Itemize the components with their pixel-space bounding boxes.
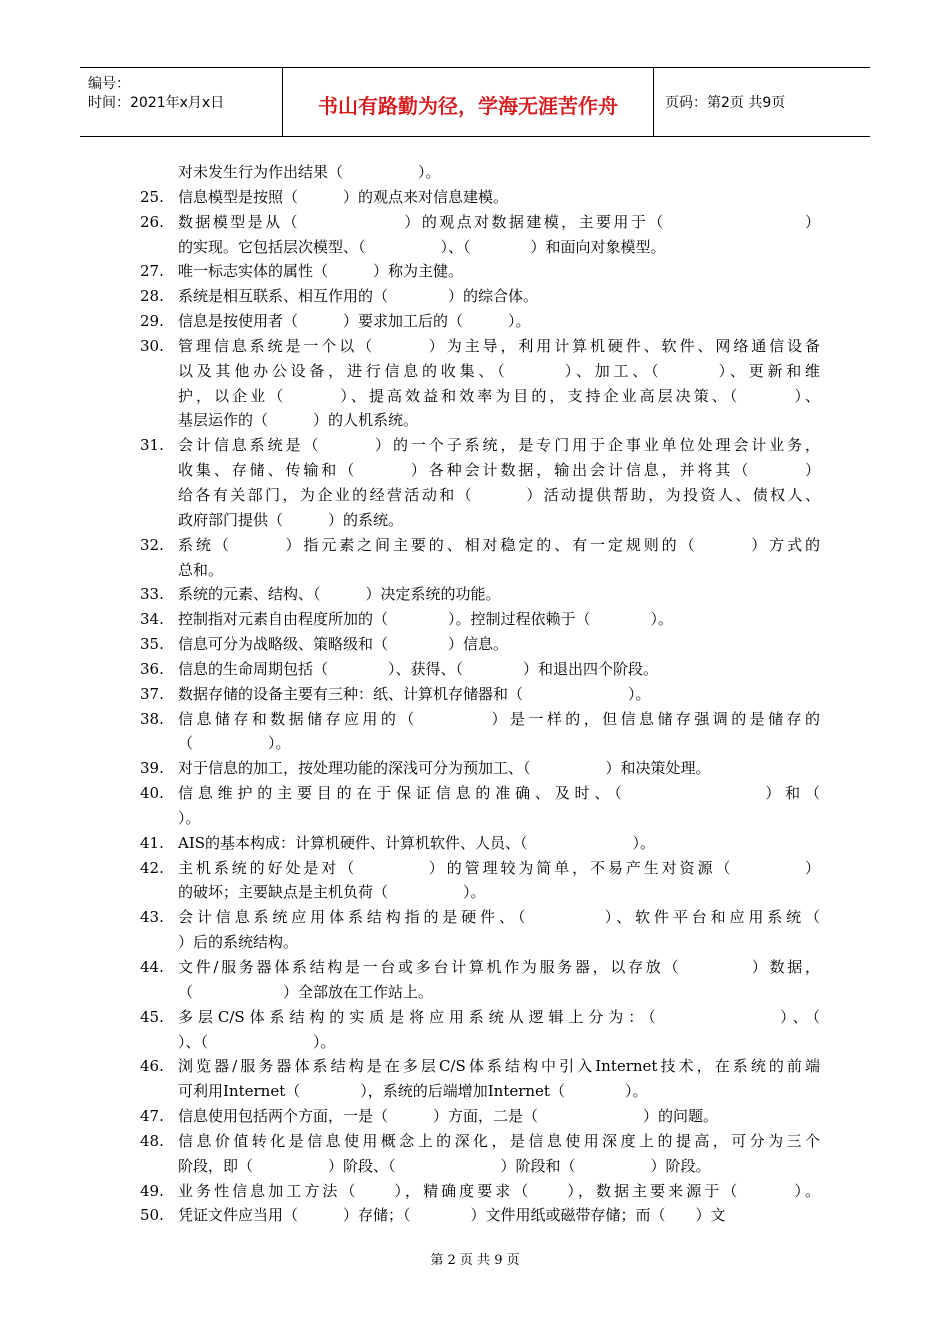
question-text: 的实现。它包括层次模型、（ ）、（ ）和面向对象模型。: [178, 237, 666, 256]
question-line: [140, 856, 820, 881]
question-list: [140, 160, 820, 1228]
question-line: [140, 731, 820, 756]
question-number: 50.: [140, 1206, 164, 1225]
question-text: 信息储存和数据储存应用的（ ）是一样的，但信息储存强调的是储存的: [178, 709, 820, 728]
question-line: [140, 185, 820, 210]
question-text: 信息价值转化是信息使用概念上的深化，是信息使用深度上的提高，可分为三个: [178, 1131, 820, 1150]
question-text: 系统是相互联系、相互作用的（ ）的综合体。: [178, 287, 539, 306]
question-text: AIS的基本构成：计算机硬件、计算机软件、人员、（ ）。: [178, 833, 656, 852]
question-number: 48.: [140, 1131, 164, 1150]
question-text: 系统（ ）指元素之间主要的、相对稳定的、有一定规则的（ ）方式的: [178, 535, 820, 554]
page-header: [80, 67, 870, 137]
question-line: [140, 558, 820, 583]
question-text: 护，以企业（ ）、提高效益和效率为目的，支持企业高层决策、（ ）、: [178, 386, 820, 405]
question-text: 基层运作的（ ）的人机系统。: [178, 411, 419, 430]
question-line: [140, 1179, 820, 1204]
question-text: 信息维护的主要目的在于保证信息的准确、及时、（ ）和（: [178, 784, 820, 803]
question-text: 给各有关部门，为企业的经营活动和（ ）活动提供帮助，为投资人、债权人、: [178, 485, 820, 504]
question-line: [140, 408, 820, 433]
question-line: [140, 483, 820, 508]
question-number: 31.: [140, 436, 164, 455]
question-text: 收集、存储、传输和（ ）各种会计数据，输出会计信息，并将其（ ）: [178, 461, 820, 480]
question-line: [140, 284, 820, 309]
question-line: [140, 632, 820, 657]
question-line: [140, 1129, 820, 1154]
question-line: [140, 458, 820, 483]
question-text: 浏览器/服务器体系结构是在多层C/S体系结构中引入Internet技术，在系统的前端: [178, 1057, 820, 1076]
question-number: 34.: [140, 610, 164, 629]
question-number: 46.: [140, 1057, 164, 1076]
question-number: 36.: [140, 659, 164, 678]
question-line: [140, 235, 820, 260]
question-number: 28.: [140, 287, 164, 306]
code-label: 编号：: [88, 76, 130, 92]
question-line: [140, 880, 820, 905]
question-text: 信息的生命周期包括（ ）、获得、（ ）和退出四个阶段。: [178, 659, 659, 678]
question-line: [140, 1005, 820, 1030]
question-line: [140, 682, 820, 707]
question-line: [140, 980, 820, 1005]
question-line: [140, 1030, 820, 1055]
question-number: 37.: [140, 684, 164, 703]
question-text: 政府部门提供（ ）的系统。: [178, 510, 404, 529]
question-text: 会计信息系统是（ ）的一个子系统，是专门用于企事业单位处理会计业务，: [178, 436, 820, 455]
question-line: [140, 259, 820, 284]
question-line: [140, 384, 820, 409]
question-text: 对未发生行为作出结果（ ）。: [178, 163, 441, 181]
question-line: [140, 955, 820, 980]
question-line: [140, 707, 820, 732]
question-text: 多层C/S体系结构的实质是将应用系统从逻辑上分为：（ ）、（: [178, 1007, 820, 1026]
question-number: 38.: [140, 709, 164, 728]
page-number-label: 页码：第2页 共9页: [665, 95, 786, 111]
header-meta-cell: [80, 68, 283, 136]
question-number: 32.: [140, 535, 164, 554]
question-text: 文件/服务器体系结构是一台或多台计算机作为服务器，以存放（ ）数据，: [178, 958, 820, 976]
question-line: [140, 831, 820, 856]
question-text: 数据存储的设备主要有三种：纸、计算机存储器和（ ）。: [178, 684, 651, 703]
question-text: 管理信息系统是一个以（ ）为主导，利用计算机硬件、软件、网络通信设备: [178, 336, 820, 355]
question-line: [140, 781, 820, 806]
question-line: [140, 309, 820, 334]
question-text: 数据模型是从（ ）的观点对数据建模，主要用于（ ）: [178, 212, 820, 231]
question-line: [140, 1104, 820, 1129]
question-line: [140, 433, 820, 458]
question-text: 总和。: [178, 560, 224, 579]
question-number: 47.: [140, 1107, 164, 1126]
question-text: 信息是按使用者（ ）要求加工后的（ ）。: [178, 312, 531, 331]
question-number: 44.: [140, 958, 164, 976]
question-number: 35.: [140, 635, 164, 654]
question-number: 43.: [140, 908, 164, 927]
question-line: [140, 508, 820, 533]
question-number: 49.: [140, 1181, 164, 1200]
question-line: [140, 582, 820, 607]
question-number: 27.: [140, 262, 164, 281]
question-text: （ ）。: [178, 734, 291, 753]
question-number: 39.: [140, 759, 164, 778]
question-line: [140, 533, 820, 558]
question-line: [140, 160, 820, 185]
question-line: [140, 756, 820, 781]
question-line: [140, 930, 820, 955]
date-label: 时间：2021年x月x日: [88, 95, 225, 111]
question-text: 的破坏；主要缺点是主机负荷（ ）。: [178, 883, 486, 902]
question-text: 主机系统的好处是对（ ）的管理较为简单，不易产生对资源（ ）: [178, 858, 820, 877]
motto-text: 书山有路勤为径，学海无涯苦作舟: [283, 68, 654, 136]
question-line: [140, 607, 820, 632]
question-text: 业务性信息加工方法（ ），精确度要求（ ），数据主要来源于（ ）。: [178, 1181, 820, 1200]
question-text: （ ）全部放在工作站上。: [178, 982, 434, 1001]
question-line: [140, 1079, 820, 1104]
question-text: 系统的元素、结构、（ ）决定系统的功能。: [178, 585, 501, 604]
question-text: 唯一标志实体的属性（ ）称为主健。: [178, 262, 464, 281]
question-line: [140, 657, 820, 682]
question-line: [140, 334, 820, 359]
question-line: [140, 1154, 820, 1179]
question-text: 信息使用包括两个方面，一是（ ）方面，二是（ ）的问题。: [178, 1107, 719, 1126]
question-text: 以及其他办公设备，进行信息的收集、（ ）、加工、（ ）、更新和维: [178, 361, 820, 380]
question-number: 41.: [140, 833, 164, 852]
question-line: [140, 1054, 820, 1079]
page-footer: 第 2 页 共 9 页: [430, 1253, 520, 1268]
question-number: 25.: [140, 187, 164, 206]
question-line: [140, 905, 820, 930]
question-number: 33.: [140, 585, 164, 604]
question-number: 40.: [140, 784, 164, 803]
question-text: 凭证文件应当用（ ）存储；（ ）文件用纸或磁带存储；而（ ）文: [178, 1206, 726, 1225]
question-text: ）、（ ）。: [178, 1032, 336, 1051]
question-line: [140, 1203, 820, 1228]
question-text: 信息可分为战略级、策略级和（ ）信息。: [178, 635, 509, 654]
question-number: 30.: [140, 336, 164, 355]
question-line: [140, 210, 820, 235]
question-number: 26.: [140, 212, 164, 231]
question-text: 会计信息系统应用体系结构指的是硬件、（ ）、软件平台和应用系统（: [178, 908, 820, 927]
question-text: 可利用Internet（ ），系统的后端增加Internet（ ）。: [178, 1082, 648, 1101]
question-number: 45.: [140, 1007, 164, 1026]
question-number: 29.: [140, 312, 164, 331]
question-line: [140, 806, 820, 831]
question-text: ）。: [178, 808, 201, 827]
question-text: 阶段，即（ ）阶段、（ ）阶段和（ ）阶段。: [178, 1156, 711, 1175]
question-number: 42.: [140, 858, 164, 877]
question-text: 控制指对元素自由程度所加的（ ）。控制过程依赖于（ ）。: [178, 610, 674, 629]
question-text: ）后的系统结构。: [178, 933, 299, 952]
question-text: 对于信息的加工，按处理功能的深浅可分为预加工、（ ）和决策处理。: [178, 759, 711, 778]
question-text: 信息模型是按照（ ）的观点来对信息建模。: [178, 187, 509, 206]
question-line: [140, 359, 820, 384]
